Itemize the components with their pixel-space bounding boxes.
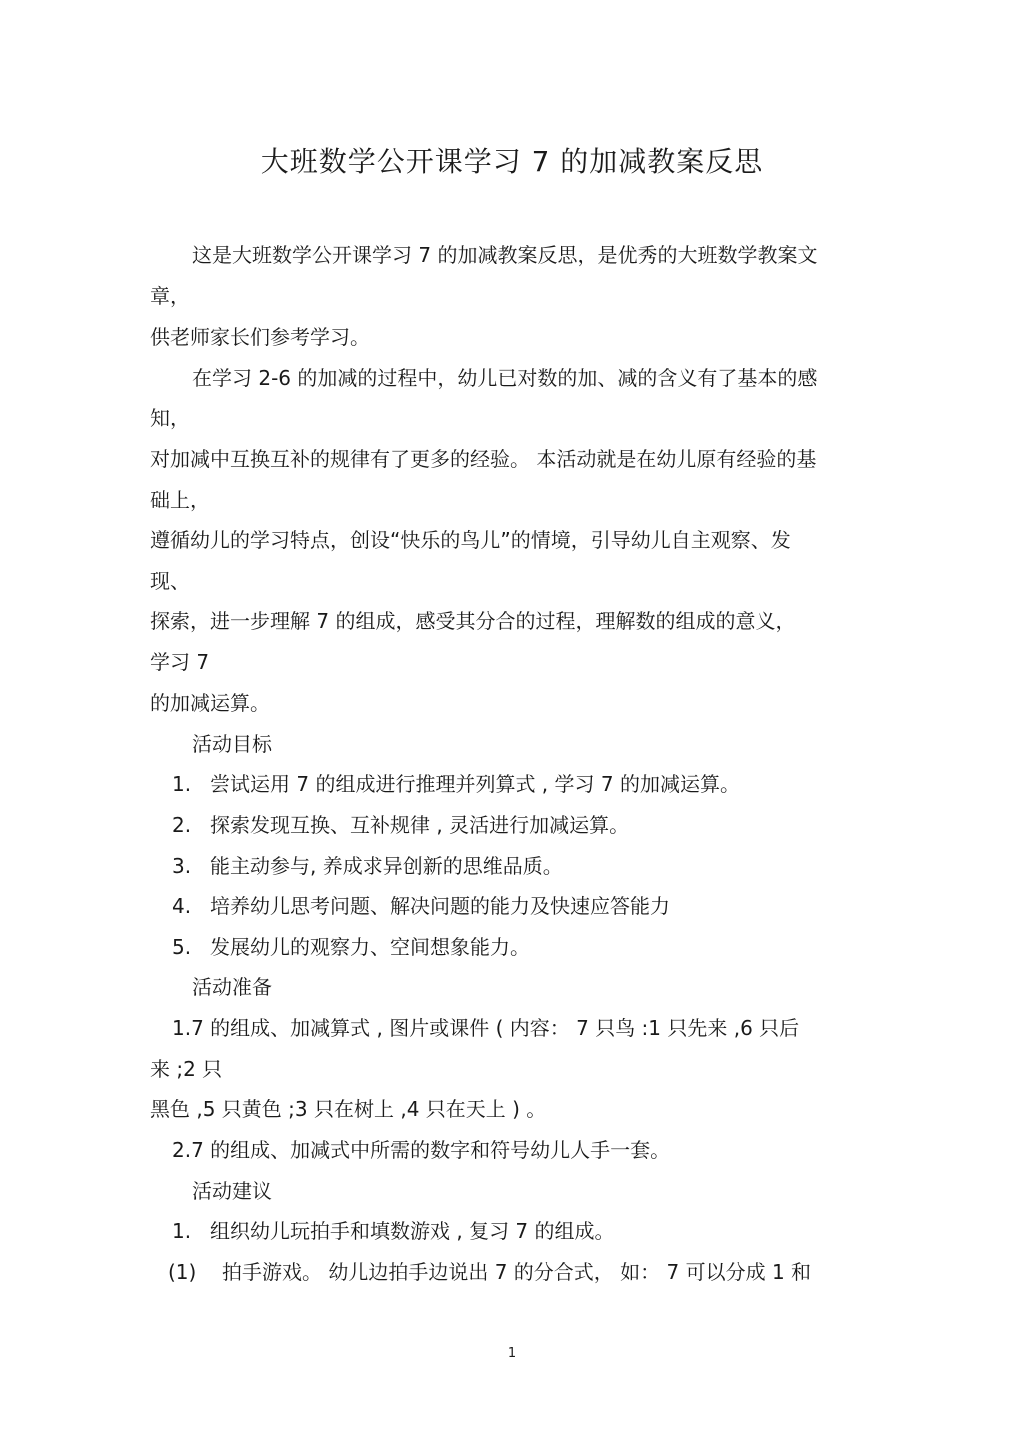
section-heading-goals: 活动目标 (192, 732, 272, 756)
goal-number: 4. (172, 894, 192, 918)
preparation-line: 黑色 ,5 只黄色 ;3 只在树上 ,4 只在天上 ) 。 (150, 1097, 547, 1121)
goal-number: 1. (172, 772, 192, 796)
goal-text: 尝试运用 7 的组成进行推理并列算式 , 学习 7 的加减运算。 (210, 772, 740, 796)
paragraph-line: 现、 (150, 569, 190, 593)
paragraph-line: 章， (150, 284, 190, 308)
preparation-line: 2.7 的组成、加减式中所需的数字和符号幼儿人手一套。 (172, 1138, 671, 1162)
goal-text: 能主动参与, 养成求异创新的思维品质。 (210, 854, 563, 878)
paragraph-line: 这是大班数学公开课学习 7 的加减教案反思，是优秀的大班数学教案文 (192, 243, 818, 267)
sub-item-text: 拍手游戏。 幼儿边拍手边说出 7 的分合式， 如： 7 可以分成 1 和 (222, 1260, 812, 1284)
paragraph-line: 在学习 2-6 的加减的过程中，幼儿已对数的加、减的含义有了基本的感 (192, 366, 818, 390)
section-heading-advice: 活动建议 (192, 1179, 272, 1203)
goal-text: 发展幼儿的观察力、空间想象能力。 (210, 935, 530, 959)
goal-number: 2. (172, 813, 192, 837)
goal-text: 培养幼儿思考问题、解决问题的能力及快速应答能力 (210, 894, 670, 918)
paragraph-line: 学习 7 (150, 650, 210, 674)
goal-number: 5. (172, 935, 192, 959)
advice-number: 1. (172, 1219, 192, 1243)
section-heading-preparation: 活动准备 (192, 975, 272, 999)
page-number: 1 (507, 1346, 517, 1361)
paragraph-line: 遵循幼儿的学习特点，创设“快乐的鸟儿”的情境，引导幼儿自主观察、发 (150, 528, 791, 552)
paragraph-line: 对加减中互换互补的规律有了更多的经验。 本活动就是在幼儿原有经验的基 (150, 447, 817, 471)
advice-text: 组织幼儿玩拍手和填数游戏 , 复习 7 的组成。 (210, 1219, 615, 1243)
paragraph-line: 础上， (150, 488, 210, 512)
preparation-line: 1.7 的组成、加减算式 , 图片或课件 ( 内容： 7 只鸟 :1 只先来 ,6 只后 (172, 1016, 800, 1040)
preparation-line: 来 ;2 只 (150, 1057, 223, 1081)
goal-number: 3. (172, 854, 192, 878)
document-title: 大班数学公开课学习 7 的加减教案反思 (260, 145, 764, 178)
goal-text: 探索发现互换、互补规律 , 灵活进行加减运算。 (210, 813, 630, 837)
paragraph-line: 知， (150, 406, 190, 430)
sub-item-number: (1) (168, 1260, 197, 1284)
paragraph-line: 的加减运算。 (150, 691, 270, 715)
paragraph-line: 探索，进一步理解 7 的组成，感受其分合的过程，理解数的组成的意义， (150, 609, 796, 633)
paragraph-line: 供老师家长们参考学习。 (150, 325, 370, 349)
